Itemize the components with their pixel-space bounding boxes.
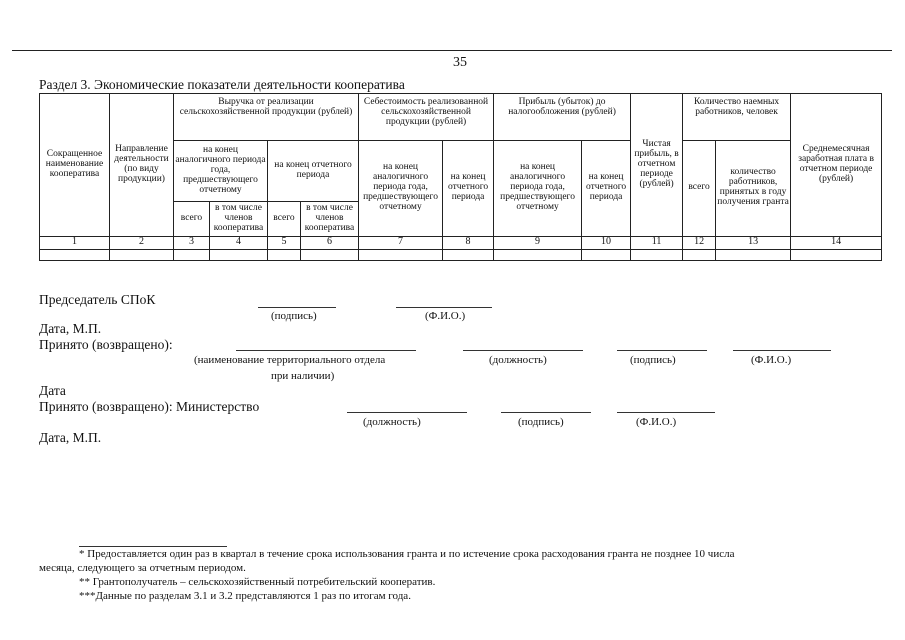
- empty-cell: [443, 249, 494, 260]
- chairman-signature-line[interactable]: [258, 307, 336, 308]
- page-number: 35: [453, 55, 467, 70]
- header-revenue-report-total: всего: [268, 201, 301, 236]
- signature-caption: (подпись): [630, 354, 676, 366]
- header-salary: Среднемесячная заработная плата в отчетном периоде (рублей): [791, 94, 882, 237]
- header-revenue-prev-end: на конец аналогичного периода года, предшествующего отчетному: [174, 140, 268, 201]
- territorial-signature-line[interactable]: [617, 350, 707, 351]
- chairman-fio-line[interactable]: [396, 307, 492, 308]
- col-number: 11: [631, 236, 683, 249]
- empty-cell: [174, 249, 210, 260]
- col-number: 10: [582, 236, 631, 249]
- empty-cell: [631, 249, 683, 260]
- col-number: 1: [40, 236, 110, 249]
- ministry-fio-line[interactable]: [617, 412, 715, 413]
- header-revenue-report-members: в том числе членов кооператива: [301, 201, 359, 236]
- empty-cell: [210, 249, 268, 260]
- ministry-signature-line[interactable]: [501, 412, 591, 413]
- footnote-rule: [79, 546, 227, 547]
- header-workers-total: всего: [683, 140, 716, 236]
- header-cost-prev-end: на конец аналогичного периода года, предшествующего отчетному: [359, 140, 443, 236]
- header-direction: Направление деятельности (по виду продукции): [110, 94, 174, 237]
- section-title: Раздел 3. Экономические показатели деятельности кооператива: [39, 77, 405, 92]
- empty-cell: [40, 249, 110, 260]
- ministry-position-line[interactable]: [347, 412, 467, 413]
- footnote-2: ** Грантополучатель – сельскохозяйственный потребительский кооператив.: [79, 576, 436, 588]
- position-caption: (должность): [363, 416, 421, 428]
- fio-caption: (Ф.И.О.): [425, 310, 466, 322]
- date-mp-label: Дата, М.П.: [39, 321, 102, 336]
- header-revenue: Выручка от реализации сельскохозяйственной продукции (рублей): [174, 94, 359, 141]
- empty-cell: [110, 249, 174, 260]
- top-rule: [12, 50, 892, 51]
- header-workers-grant-year: количество работников, принятых в году получения гранта: [716, 140, 791, 236]
- empty-cell: [582, 249, 631, 260]
- header-coop-name: Сокращенное наименование кооператива: [40, 94, 110, 237]
- empty-cell: [494, 249, 582, 260]
- header-revenue-prev-total: всего: [174, 201, 210, 236]
- chairman-label: Председатель СПоК: [39, 292, 156, 307]
- col-number: 12: [683, 236, 716, 249]
- territorial-fio-line[interactable]: [733, 350, 831, 351]
- empty-cell: [359, 249, 443, 260]
- header-workers: Количество наемных работников, человек: [683, 94, 791, 141]
- date-label: Дата: [39, 383, 66, 398]
- fio-caption: (Ф.И.О.): [636, 416, 677, 428]
- accepted-label: Принято (возвращено):: [39, 337, 173, 352]
- col-number: 2: [110, 236, 174, 249]
- col-number: 6: [301, 236, 359, 249]
- col-number: 9: [494, 236, 582, 249]
- col-number: 8: [443, 236, 494, 249]
- header-revenue-prev-members: в том числе членов кооператива: [210, 201, 268, 236]
- empty-cell: [301, 249, 359, 260]
- accepted-ministry-label: Принято (возвращено): Министерство: [39, 399, 260, 414]
- signature-caption: (подпись): [518, 416, 564, 428]
- empty-cell: [791, 249, 882, 260]
- header-revenue-report-end: на конец отчетного периода: [268, 140, 359, 201]
- territorial-name-line[interactable]: [236, 350, 416, 351]
- date-mp-label: Дата, М.П.: [39, 430, 102, 445]
- col-number: 4: [210, 236, 268, 249]
- territorial-caption-cont: при наличии): [271, 370, 335, 382]
- header-profit: Прибыль (убыток) до налогообложения (рублей): [494, 94, 631, 141]
- economic-indicators-table: [39, 93, 882, 261]
- territorial-position-line[interactable]: [463, 350, 583, 351]
- header-profit-prev-end: на конец аналогичного периода года, предшествующего отчетному: [494, 140, 582, 236]
- empty-cell: [716, 249, 791, 260]
- empty-cell: [683, 249, 716, 260]
- header-cost: Себестоимость реализованной сельскохозяйственной продукции (рублей): [359, 94, 494, 141]
- col-number: 5: [268, 236, 301, 249]
- col-number: 3: [174, 236, 210, 249]
- position-caption: (должность): [489, 354, 547, 366]
- fio-caption: (Ф.И.О.): [751, 354, 792, 366]
- col-number: 14: [791, 236, 882, 249]
- column-numbers-row: [40, 236, 882, 249]
- footnote-3: ***Данные по разделам 3.1 и 3.2 представляются 1 раз по итогам года.: [79, 590, 411, 602]
- header-net-profit: Чистая прибыль, в отчетном периоде (рублей): [631, 94, 683, 237]
- signature-caption: (подпись): [271, 310, 317, 322]
- header-cost-report-end: на конец отчетного периода: [443, 140, 494, 236]
- footnote-1: * Предоставляется один раз в квартал в течение срока использования гранта и по истечение срока расходования гранта не позднее 10 числа: [79, 548, 735, 560]
- empty-cell: [268, 249, 301, 260]
- col-number: 13: [716, 236, 791, 249]
- footnote-1-cont: месяца, следующего за отчетным периодом.: [39, 562, 246, 574]
- territorial-caption: (наименование территориального отдела: [194, 354, 386, 366]
- col-number: 7: [359, 236, 443, 249]
- header-profit-report-end: на конец отчетного периода: [582, 140, 631, 236]
- empty-data-row: [40, 249, 882, 260]
